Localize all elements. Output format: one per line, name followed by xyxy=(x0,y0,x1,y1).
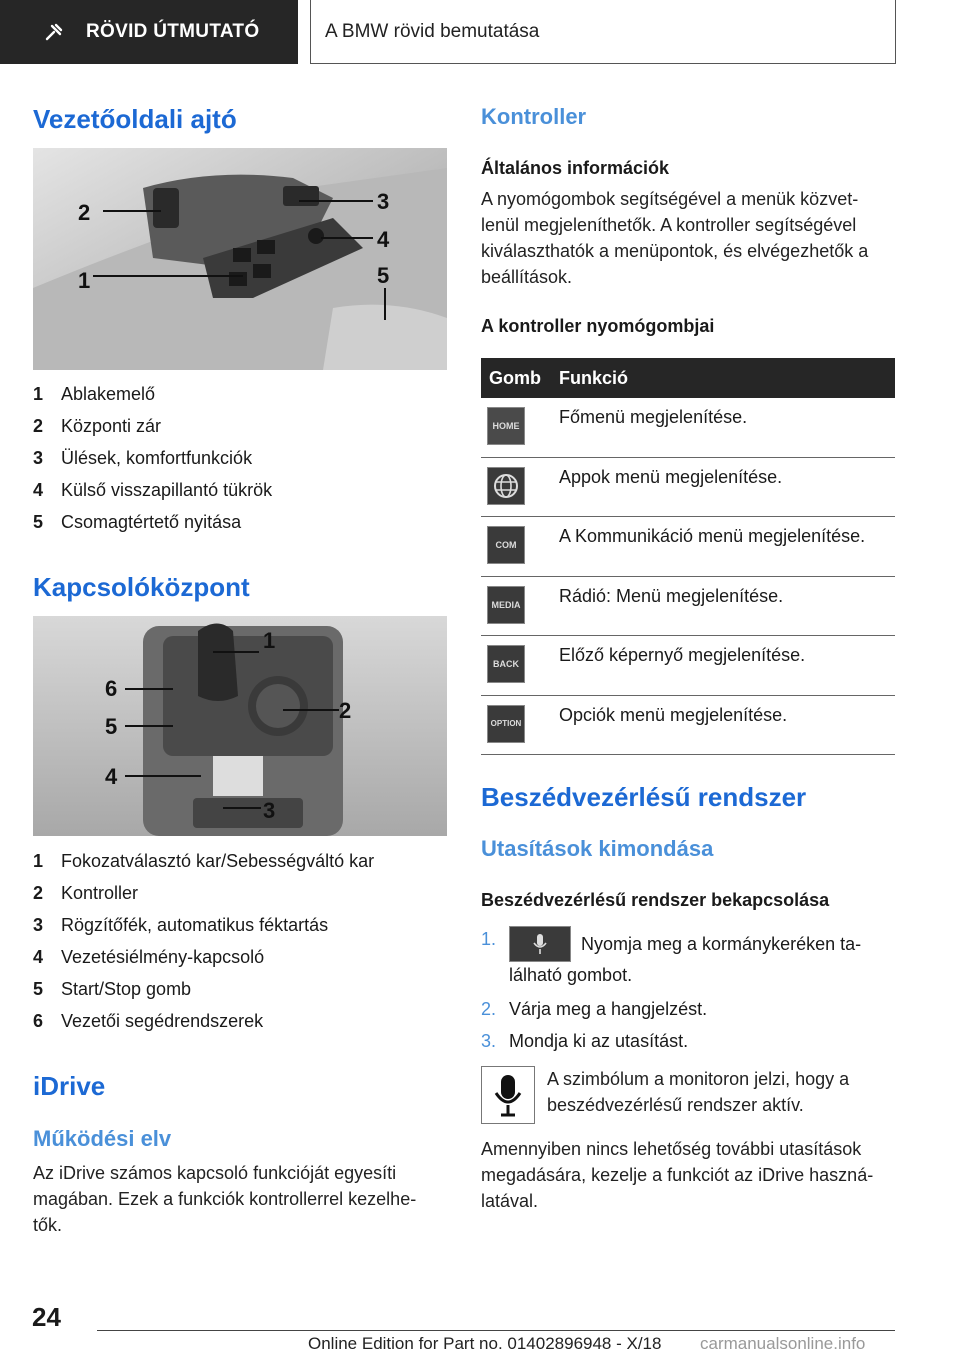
legend-item: 6 Vezetői segédrendszerek xyxy=(33,1010,264,1031)
step-item: 3. Mondja ki az utasítást. xyxy=(481,1031,689,1051)
console-callout: 6 xyxy=(105,676,118,701)
step-item: 2. Várja meg a hangjelzést. xyxy=(481,999,708,1019)
principle-text: Az iDrive számos kapcsoló funkcióját egyesíti magában. Ezek a funkciók kontrollerrel kezelhe- tők. xyxy=(33,1163,417,1235)
legend-item: 4 Külső visszapillantó tükrök xyxy=(33,479,273,500)
general-text: A nyomógombok segítségével a menük közvet- lenül megjeleníthetők. A kontroller segítségével kiválaszthatók a menüpontok, és elvégezhetők a beállítások. xyxy=(481,189,869,287)
buttons-heading: A kontroller nyomógombjai xyxy=(481,316,715,336)
activate-heading: Beszédvezérlésű rendszer bekapcsolása xyxy=(481,890,830,910)
table-row: OPTION Opciók menü megjelenítése. xyxy=(481,696,895,756)
console-heading: Kapcsolóközpont xyxy=(33,572,250,602)
console-callout: 1 xyxy=(263,628,276,653)
mic-button-icon xyxy=(509,926,571,962)
footer-edition: Online Edition for Part no. 01402896948 - X/18 xyxy=(308,1334,662,1353)
legend-item: 4 Vezetésiélmény-kapcsoló xyxy=(33,946,265,967)
door-callout: 5 xyxy=(377,263,390,288)
apps-globe-icon xyxy=(487,467,525,505)
footer-watermark: carmanualsonline.info xyxy=(700,1334,866,1353)
console-legend xyxy=(33,845,374,1037)
closing-text: Amennyiben nincs lehetőség további utasítások megadására, kezelje a funkciót az iDrive haszná- latával. xyxy=(481,1139,874,1211)
general-heading: Általános információk xyxy=(481,158,670,178)
section-title: A BMW rövid bemutatása xyxy=(310,0,896,64)
back-button-icon: BACK xyxy=(487,645,525,683)
chapter-tab-label: RÖVID ÚTMUTATÓ xyxy=(86,21,260,42)
chapter-tab xyxy=(0,0,298,64)
console-callout: 3 xyxy=(263,798,276,823)
table-row: HOME Főmenü megjelenítése. xyxy=(481,398,895,458)
door-panel-photo xyxy=(33,148,447,370)
quick-reference-icon xyxy=(44,22,64,42)
controller-buttons-table xyxy=(481,358,895,755)
media-button-icon: MEDIA xyxy=(487,586,525,624)
controller-heading: Kontroller xyxy=(481,104,587,129)
legend-item: 3 Ülések, komfortfunkciók xyxy=(33,447,253,468)
legend-item: 2 Központi zár xyxy=(33,415,162,436)
door-legend xyxy=(33,378,272,538)
door-callout: 4 xyxy=(377,227,390,252)
table-row: MEDIA Rádió: Menü megjelenítése. xyxy=(481,577,895,637)
door-heading: Vezetőoldali ajtó xyxy=(33,104,237,134)
legend-item: 2 Kontroller xyxy=(33,882,139,903)
table-row: Appok menü megjelenítése. xyxy=(481,458,895,518)
symbol-note: A szimbólum a monitoron jelzi, hogy a beszédvezérlésű rendszer aktív. xyxy=(547,1069,850,1115)
console-callout: 5 xyxy=(105,714,118,739)
console-callout: 2 xyxy=(339,698,352,723)
commands-heading: Utasítások kimondása xyxy=(481,836,714,861)
legend-item: 1 Fokozatválasztó kar/Sebességváltó kar xyxy=(33,850,375,871)
console-callout: 4 xyxy=(105,764,118,789)
footer-divider xyxy=(97,1330,895,1331)
voice-heading: Beszédvezérlésű rendszer xyxy=(481,782,807,812)
legend-item: 1 Ablakemelő xyxy=(33,383,156,404)
table-row: COM A Kommunikáció menü megjelenítése. xyxy=(481,517,895,577)
center-console-photo xyxy=(33,616,447,836)
table-header: Gomb Funkció xyxy=(481,358,895,398)
door-callout: 3 xyxy=(377,189,390,214)
idrive-heading: iDrive xyxy=(33,1071,106,1101)
principle-heading: Működési elv xyxy=(33,1126,172,1151)
table-row: BACK Előző képernyő megjelenítése. xyxy=(481,636,895,696)
door-callout: 2 xyxy=(78,200,91,225)
legend-item: 3 Rögzítőfék, automatikus féktartás xyxy=(33,914,329,935)
com-button-icon: COM xyxy=(487,526,525,564)
voice-active-icon xyxy=(481,1066,535,1124)
legend-item: 5 Csomagtértető nyitása xyxy=(33,511,242,532)
page-number: 24 xyxy=(32,1302,61,1332)
home-button-icon: HOME xyxy=(487,407,525,445)
steps-list xyxy=(481,926,861,1054)
step-item: 1. Nyomja meg a kormánykeréken ta- lálható gombot. xyxy=(481,926,861,988)
option-button-icon: OPTION xyxy=(487,705,525,743)
door-callout: 1 xyxy=(78,268,91,293)
legend-item: 5 Start/Stop gomb xyxy=(33,978,192,999)
